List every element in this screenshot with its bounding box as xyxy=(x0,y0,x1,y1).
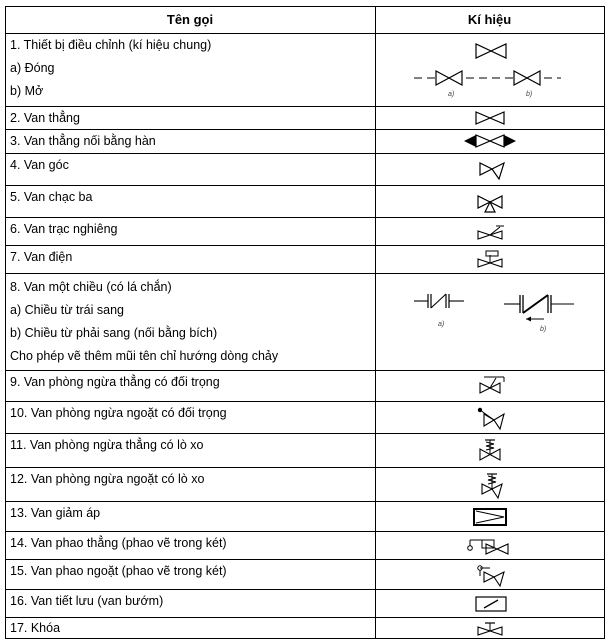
electric-valve-icon xyxy=(376,246,604,273)
row-text: 1. Thiết bị điều chỉnh (kí hiệu chung) xyxy=(10,38,212,52)
table-row xyxy=(6,560,604,590)
pressure-reducing-valve-icon xyxy=(376,502,604,531)
table-row xyxy=(6,371,604,402)
check-valve-icon xyxy=(376,274,604,370)
straight-valve-icon xyxy=(376,107,604,129)
table-row xyxy=(6,34,604,107)
cock-valve-icon xyxy=(376,618,604,638)
sub-label-b: b) xyxy=(526,91,533,98)
row-text: 17. Khóa xyxy=(10,621,61,635)
row-text: 13. Van giảm áp xyxy=(10,506,101,520)
table-row xyxy=(6,130,604,154)
row-text: a) Chiều từ trái sang xyxy=(10,303,124,317)
row-text: 10. Van phòng ngừa ngoặt có đối trọng xyxy=(10,406,227,420)
table-row xyxy=(6,502,604,532)
counterweight-safety-valve-icon xyxy=(376,371,604,401)
angle-valve-icon xyxy=(376,154,604,185)
angle-spring-safety-valve-icon xyxy=(376,468,604,501)
angle-float-valve-icon xyxy=(376,560,604,589)
three-way-valve-icon xyxy=(376,186,604,217)
table-row xyxy=(6,468,604,502)
valve-symbols-table xyxy=(5,6,605,639)
table-row xyxy=(6,218,604,246)
row-text: 16. Van tiết lưu (van bướm) xyxy=(10,594,164,608)
row-text: 5. Van chạc ba xyxy=(10,190,93,204)
sub-label-b: b) xyxy=(540,326,547,333)
row-name xyxy=(10,34,372,103)
row-text: b) Chiều từ phải sang (nối bằng bích) xyxy=(10,326,218,340)
row-text: a) Đóng xyxy=(10,61,55,75)
table-row xyxy=(6,434,604,468)
row-text: 11. Van phòng ngừa thẳng có lò xo xyxy=(10,438,204,452)
table-row xyxy=(6,402,604,434)
spring-safety-valve-icon xyxy=(376,434,604,467)
angle-counterweight-safety-valve-icon xyxy=(376,402,604,433)
sub-label-a: a) xyxy=(448,91,455,98)
row-text: 6. Van trạc nghiêng xyxy=(10,222,118,236)
table-row xyxy=(6,246,604,274)
control-valve-icon xyxy=(376,34,604,106)
table-row xyxy=(6,107,604,130)
row-text: Cho phép vẽ thêm mũi tên chỉ hướng dòng chảy xyxy=(10,349,279,363)
row-text: 9. Van phòng ngừa thẳng có đối trọng xyxy=(10,375,220,389)
table-header xyxy=(6,7,604,34)
welded-valve-icon xyxy=(376,130,604,153)
sub-label-a: a) xyxy=(438,321,445,328)
table-row xyxy=(6,186,604,218)
row-text: 8. Van một chiều (có lá chắn) xyxy=(10,280,172,294)
row-text: 4. Van góc xyxy=(10,158,69,172)
table-row xyxy=(6,590,604,618)
row-text: 2. Van thẳng xyxy=(10,111,80,125)
row-name xyxy=(10,276,372,368)
table-row xyxy=(6,618,604,638)
row-text: 15. Van phao ngoặt (phao vẽ trong két) xyxy=(10,564,227,578)
throttle-valve-icon xyxy=(376,590,604,617)
table-row xyxy=(6,274,604,371)
row-text: 14. Van phao thẳng (phao vẽ trong két) xyxy=(10,536,227,550)
table-row xyxy=(6,154,604,186)
row-text: 7. Van điện xyxy=(10,250,73,264)
inclined-valve-icon xyxy=(376,218,604,245)
row-text: b) Mở xyxy=(10,84,44,98)
row-text: 12. Van phòng ngừa ngoặt có lò xo xyxy=(10,472,205,486)
float-valve-icon xyxy=(376,532,604,559)
header-name: Tên gọi xyxy=(166,12,214,27)
table-row xyxy=(6,532,604,560)
header-symbol: Kí hiệu xyxy=(467,12,512,27)
row-text: 3. Van thẳng nối bằng hàn xyxy=(10,134,156,148)
